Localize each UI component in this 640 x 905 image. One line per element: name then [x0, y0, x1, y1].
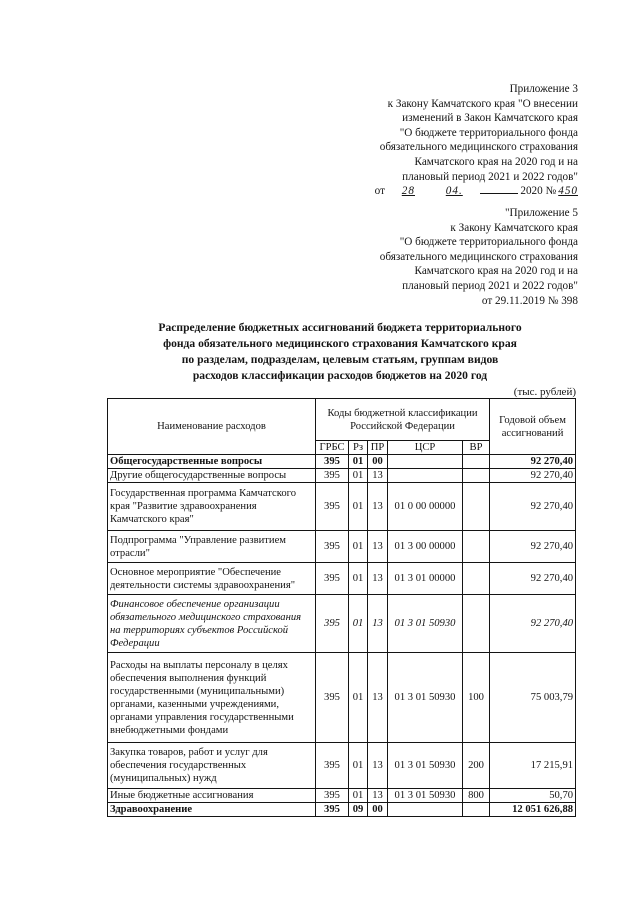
- date-month: 04.: [445, 185, 463, 198]
- table-row: [108, 789, 576, 803]
- row-pr: 13: [368, 531, 388, 563]
- row-grbs: 395: [316, 455, 349, 469]
- row-rz: 01: [349, 483, 368, 531]
- row-name: Иные бюджетные ассигнования: [108, 789, 316, 803]
- annex-5-line: "Приложение 5: [504, 207, 578, 219]
- date-prefix: от: [374, 185, 385, 198]
- row-grbs: 395: [316, 743, 349, 789]
- row-grbs: 395: [316, 595, 349, 653]
- table-row: [108, 653, 576, 743]
- row-pr: 13: [368, 653, 388, 743]
- row-rz: 09: [349, 803, 368, 817]
- annex-3-line: плановый период 2021 и 2022 годов": [402, 170, 578, 183]
- row-amount: 92 270,40: [490, 595, 576, 653]
- header-rz: Рз: [349, 441, 368, 455]
- table-row: [108, 803, 576, 817]
- row-rz: 01: [349, 455, 368, 469]
- header-csr: ЦСР: [388, 441, 463, 455]
- table-row: [108, 531, 576, 563]
- header-grbs: ГРБС: [316, 441, 349, 455]
- row-name: Финансовое обеспечение организации обязательного медицинского страхования на территориях субъектов Российской Федерации: [108, 595, 316, 653]
- row-name: Государственная программа Камчатского края "Развитие здравоохранения Камчатского края": [108, 483, 316, 531]
- row-grbs: 395: [316, 653, 349, 743]
- row-csr: [388, 803, 463, 817]
- header-amount: Годовой объем ассигнований: [490, 399, 576, 455]
- law-number: 450: [558, 185, 578, 198]
- row-amount: 92 270,40: [490, 469, 576, 483]
- date-blank: [480, 184, 518, 194]
- annex-5-header: [380, 206, 578, 308]
- annex-5-line: Камчатского края на 2020 год и на: [414, 265, 578, 278]
- header-codes: Коды бюджетной классификации Российской Федерации: [316, 399, 490, 441]
- annex-3-line: Камчатского края на 2020 год и на: [414, 155, 578, 168]
- row-rz: 01: [349, 563, 368, 595]
- row-amount: 92 270,40: [490, 563, 576, 595]
- row-vr: [463, 595, 490, 653]
- annex-5-line: обязательного медицинского страхования: [379, 250, 578, 263]
- number-sign: №: [545, 185, 557, 198]
- row-csr: 01 3 00 00000: [388, 531, 463, 563]
- row-rz: 01: [349, 653, 368, 743]
- row-amount: 75 003,79: [490, 653, 576, 743]
- row-vr: 200: [463, 743, 490, 789]
- row-pr: 00: [368, 455, 388, 469]
- title-line: фонда обязательного медицинского страхования Камчатского края: [163, 337, 517, 350]
- row-name: Подпрограмма "Управление развитием отрасли": [108, 531, 316, 563]
- annex-5-line: к Закону Камчатского края: [450, 221, 578, 234]
- title-line: расходов классификации расходов бюджетов на 2020 год: [192, 369, 488, 382]
- row-rz: 01: [349, 531, 368, 563]
- row-name: Закупка товаров, работ и услуг для обеспечения государственных (муниципальных) нужд: [108, 743, 316, 789]
- row-csr: 01 0 00 00000: [388, 483, 463, 531]
- annex-3-date-line: [375, 184, 578, 199]
- annex-3-line: обязательного медицинского страхования: [379, 141, 578, 154]
- annex-5-line: "О бюджете территориального фонда: [399, 236, 578, 249]
- document-title: [110, 320, 570, 384]
- row-csr: [388, 455, 463, 469]
- row-vr: [463, 563, 490, 595]
- budget-table: [107, 398, 576, 817]
- annex-3-line: Приложение 3: [509, 83, 578, 95]
- table-row: [108, 743, 576, 789]
- annex-3-header: [375, 82, 578, 199]
- row-name: Расходы на выплаты персоналу в целях обеспечения выполнения функций государственными (муниципальными) органами, казенными учреждениями, органами управления государственными внебюджетными фондами: [108, 653, 316, 743]
- title-line: Распределение бюджетных ассигнований бюджета территориального: [158, 321, 522, 334]
- row-amount: 50,70: [490, 789, 576, 803]
- title-line: по разделам, подразделам, целевым статьям, группам видов: [181, 353, 499, 366]
- header-vr: ВР: [463, 441, 490, 455]
- header-name: Наименование расходов: [108, 399, 316, 455]
- row-amount: 92 270,40: [490, 531, 576, 563]
- row-grbs: 395: [316, 469, 349, 483]
- row-csr: 01 3 01 50930: [388, 653, 463, 743]
- row-csr: [388, 469, 463, 483]
- header-pr: ПР: [368, 441, 388, 455]
- annex-5-line: от 29.11.2019 № 398: [481, 294, 578, 307]
- row-csr: 01 3 01 50930: [388, 743, 463, 789]
- row-amount: 92 270,40: [490, 455, 576, 469]
- row-rz: 01: [349, 469, 368, 483]
- row-pr: 00: [368, 803, 388, 817]
- row-vr: [463, 455, 490, 469]
- row-amount: 17 215,91: [490, 743, 576, 789]
- row-vr: [463, 483, 490, 531]
- row-vr: 800: [463, 789, 490, 803]
- table-row: [108, 595, 576, 653]
- annex-3-line: изменений в Закон Камчатского края: [402, 112, 578, 125]
- annex-5-line: плановый период 2021 и 2022 годов": [402, 279, 578, 292]
- row-pr: 13: [368, 563, 388, 595]
- row-grbs: 395: [316, 803, 349, 817]
- row-name: Другие общегосударственные вопросы: [108, 469, 316, 483]
- annex-3-line: к Закону Камчатского края "О внесении: [387, 97, 578, 110]
- row-pr: 13: [368, 469, 388, 483]
- date-year: 2020: [520, 185, 543, 198]
- row-csr: 01 3 01 00000: [388, 563, 463, 595]
- table-row: [108, 455, 576, 469]
- row-amount: 92 270,40: [490, 483, 576, 531]
- row-vr: 100: [463, 653, 490, 743]
- table-row: [108, 469, 576, 483]
- row-name: Основное мероприятие "Обеспечение деятельности системы здравоохранения": [108, 563, 316, 595]
- row-name: Здравоохранение: [108, 803, 316, 817]
- row-pr: 13: [368, 789, 388, 803]
- row-pr: 13: [368, 483, 388, 531]
- row-pr: 13: [368, 595, 388, 653]
- row-grbs: 395: [316, 789, 349, 803]
- row-vr: [463, 531, 490, 563]
- table-row: [108, 483, 576, 531]
- row-rz: 01: [349, 789, 368, 803]
- row-rz: 01: [349, 743, 368, 789]
- row-vr: [463, 803, 490, 817]
- date-day: 28: [401, 185, 415, 198]
- row-name: Общегосударственные вопросы: [108, 455, 316, 469]
- row-csr: 01 3 01 50930: [388, 595, 463, 653]
- row-grbs: 395: [316, 531, 349, 563]
- row-grbs: 395: [316, 483, 349, 531]
- row-csr: 01 3 01 50930: [388, 789, 463, 803]
- annex-3-line: "О бюджете территориального фонда: [399, 126, 578, 139]
- row-pr: 13: [368, 743, 388, 789]
- row-vr: [463, 469, 490, 483]
- row-rz: 01: [349, 595, 368, 653]
- table-row: [108, 563, 576, 595]
- units-label: (тыс. рублей): [513, 386, 576, 398]
- row-amount: 12 051 626,88: [490, 803, 576, 817]
- row-grbs: 395: [316, 563, 349, 595]
